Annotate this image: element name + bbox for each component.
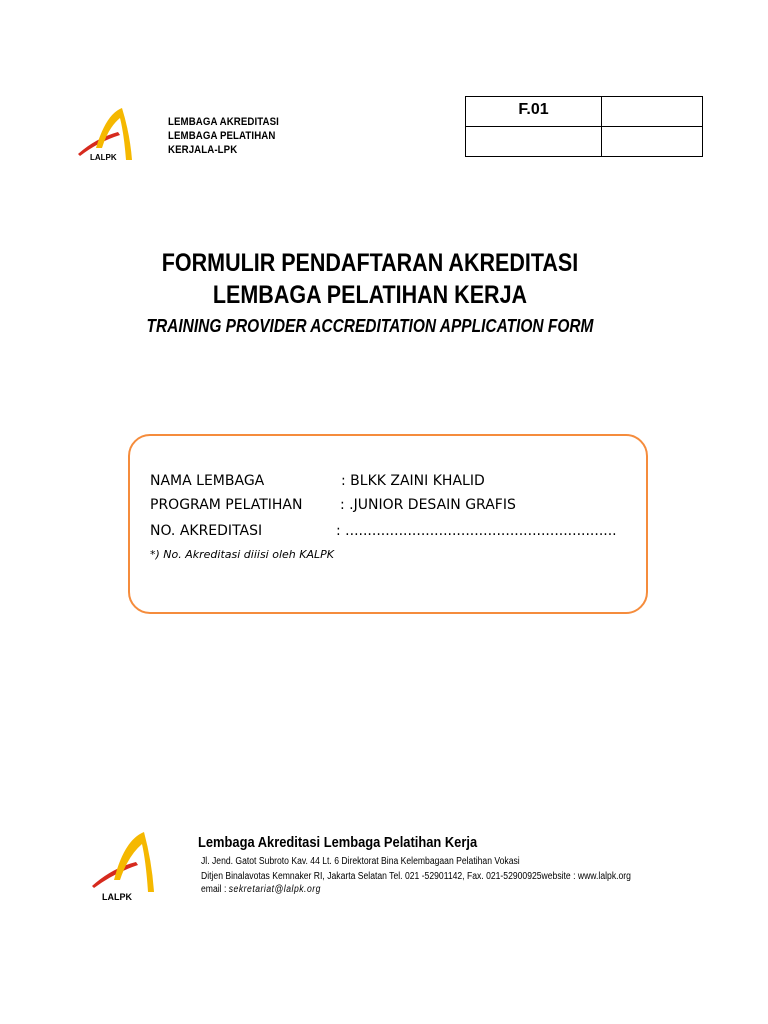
org-line-2: LEMBAGA PELATIHAN xyxy=(168,130,276,142)
footer-title: Lembaga Akreditasi Lembaga Pelatihan Kerja xyxy=(198,834,478,851)
form-code-cell-empty xyxy=(602,127,703,157)
page-title-line-2: LEMBAGA PELATIHAN KERJA xyxy=(212,281,528,309)
value-nama-lembaga: : BLKK ZAINI KHALID xyxy=(341,473,485,489)
footer-email xyxy=(201,884,321,895)
page-subtitle: TRAINING PROVIDER ACCREDITATION APPLICATION FORM xyxy=(146,316,594,336)
logo-text: LALPK xyxy=(102,892,132,902)
org-name xyxy=(168,115,279,157)
email-label: email : xyxy=(201,884,229,895)
form-code: F.01 xyxy=(466,97,602,127)
form-code-cell-empty xyxy=(466,127,602,157)
lalpk-logo-footer xyxy=(90,828,174,904)
label-nama-lembaga: NAMA LEMBAGA xyxy=(150,473,265,489)
email-link[interactable]: sekretariat@lalpk.org xyxy=(228,884,321,895)
org-line-3: KERJALA-LPK xyxy=(168,144,238,156)
akreditasi-note: *) No. Akreditasi diiisi oleh KALPK xyxy=(150,548,334,561)
label-program-pelatihan: PROGRAM PELATIHAN xyxy=(150,497,303,513)
org-line-1: LEMBAGA AKREDITASI xyxy=(168,116,279,128)
logo-text: LALPK xyxy=(90,153,117,162)
value-no-akreditasi: : ............................................................. xyxy=(336,523,617,539)
footer-address-1: Jl. Jend. Gatot Subroto Kav. 44 Lt. 6 Direktorat Bina Kelembagaan Pelatihan Vokasi xyxy=(201,856,520,867)
form-code-table xyxy=(465,96,703,157)
footer-address-2: Ditjen Binalavotas Kemnaker RI, Jakarta Selatan Tel. 021 -52901142, Fax. 021-52900925website : www.lalpk.org xyxy=(201,871,631,882)
value-program-pelatihan: : .JUNIOR DESAIN GRAFIS xyxy=(340,497,516,513)
page-title-line-1: FORMULIR PENDAFTARAN AKREDITASI xyxy=(161,249,579,277)
lalpk-logo xyxy=(74,104,156,168)
form-code-cell-empty xyxy=(602,97,703,127)
label-no-akreditasi: NO. AKREDITASI xyxy=(150,523,263,539)
